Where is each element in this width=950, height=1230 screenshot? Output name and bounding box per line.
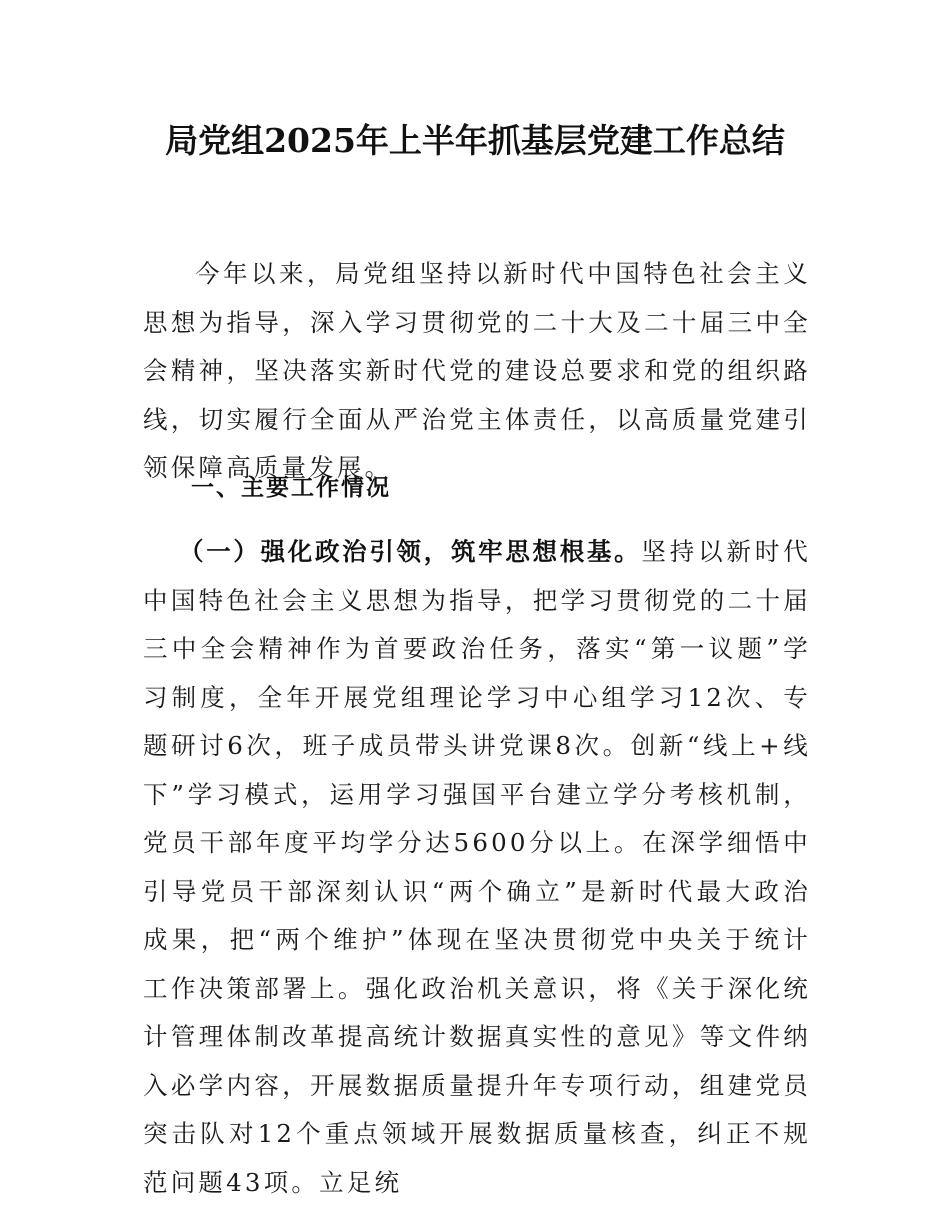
subsection-lead-heading: （一）强化政治引领，筑牢思想根基。 (179, 537, 642, 566)
subsection-paragraph-political-guidance (143, 528, 811, 1207)
subsection-body-text: 坚持以新时代中国特色社会主义思想为指导，把学习贯彻党的二十届三中全会精神作为首要政治任务，落实“第一议题”学习制度，全年开展党组理论学习中心组学习12次、专题研讨6次，班子成员带头讲党课8次。创新“线上+线下”学习模式，运用学习强国平台建立学分考核机制，党员干部年度平均学分达5600分以上。在深学细悟中引导党员干部深刻认识“两个确立”是新时代最大政治成果，把“两个维护”体现在坚决贯彻党中央关于统计工作决策部署上。强化政治机关意识，将《关于深化统计管理体制改革提高统计数据真实性的意见》等文件纳入必学内容，开展数据质量提升年专项行动，组建党员突击队对12个重点领域开展数据质量核查，纠正不规范问题43项。立足统 (143, 537, 812, 1197)
section-heading-main-work: 一、主要工作情况 (191, 475, 391, 501)
intro-paragraph: 今年以来，局党组坚持以新时代中国特色社会主义思想为指导，深入学习贯彻党的二十大及二十届三中全会精神，坚决落实新时代党的建设总要求和党的组织路线，切实履行全面从严治党主体责任，以高质量党建引领保障高质量发展。 (143, 259, 811, 482)
document-title: 局党组2025年上半年抓基层党建工作总结 (165, 121, 785, 160)
